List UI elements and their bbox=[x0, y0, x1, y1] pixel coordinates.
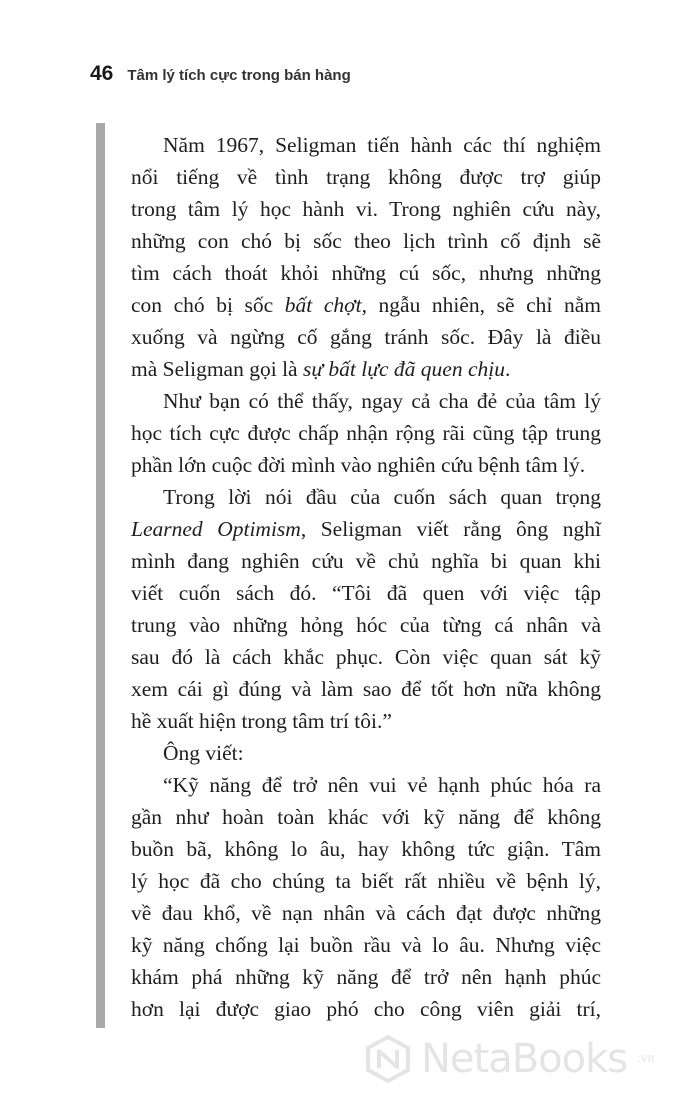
text-run: , Seligman viết rằng ông nghĩ bbox=[300, 517, 601, 541]
text-line: Như bạn có thể thấy, ngay cả cha đẻ của tâm lý bbox=[163, 389, 601, 413]
body-text bbox=[131, 129, 601, 1025]
text-line: về đau khổ, về nạn nhân và cách đạt được những bbox=[131, 901, 601, 925]
paragraph-3 bbox=[131, 481, 601, 737]
text-run: con chó bị sốc bbox=[131, 293, 285, 317]
running-title: Tâm lý tích cực trong bán hàng bbox=[127, 67, 351, 84]
italic-phrase: sự bất lực đã quen chịu bbox=[302, 357, 505, 381]
text-line: Ông viết: bbox=[163, 741, 244, 765]
paragraph-4 bbox=[131, 737, 601, 769]
paragraph-5 bbox=[131, 769, 601, 1025]
text-line: trung vào những hỏng hóc của từng cá nhân và bbox=[131, 613, 601, 637]
text-line: Năm 1967, Seligman tiến hành các thí nghiệm bbox=[163, 133, 601, 157]
text-run: , ngẫu nhiên, sẽ chỉ nằm bbox=[361, 293, 601, 317]
text-line: lý học đã cho chúng ta biết rất nhiều về bệnh lý, bbox=[131, 869, 601, 893]
text-line: sau đó là cách khắc phục. Còn việc quan sát kỹ bbox=[131, 645, 601, 669]
italic-book-title: Learned Optimism bbox=[131, 517, 301, 541]
italic-phrase: bất chợt bbox=[284, 293, 362, 317]
watermark-text: NetaBooks bbox=[421, 1036, 628, 1082]
text-line bbox=[131, 513, 601, 545]
text-line: những con chó bị sốc theo lịch trình cố định sẽ bbox=[131, 229, 601, 253]
text-line: mình đang nghiên cứu về chủ nghĩa bi quan khi bbox=[131, 549, 601, 573]
paragraph-2 bbox=[131, 385, 601, 481]
text-line bbox=[131, 289, 601, 321]
text-line: Trong lời nói đầu của cuốn sách quan trọng bbox=[163, 485, 601, 509]
watermark bbox=[363, 1034, 655, 1084]
text-line: hề xuất hiện trong tâm trí tôi.” bbox=[131, 709, 392, 733]
text-run: . bbox=[504, 357, 511, 381]
text-line: khám phá những kỹ năng để trở nên hạnh phúc bbox=[131, 965, 601, 989]
text-line: viết cuốn sách đó. “Tôi đã quen với việc tập bbox=[131, 581, 601, 605]
text-run: mà Seligman gọi là bbox=[131, 357, 303, 381]
netabooks-logo-icon bbox=[363, 1034, 413, 1084]
side-bar bbox=[96, 123, 105, 1028]
page-number: 46 bbox=[90, 62, 114, 85]
watermark-suffix: .vn bbox=[637, 1051, 655, 1066]
text-line: “Kỹ năng để trở nên vui vẻ hạnh phúc hóa ra bbox=[163, 773, 601, 797]
text-line: gần như hoàn toàn khác với kỹ năng để không bbox=[131, 805, 601, 829]
text-line: buồn bã, không lo âu, hay không tức giận. Tâm bbox=[131, 837, 601, 861]
text-line: phần lớn cuộc đời mình vào nghiên cứu bệnh tâm lý. bbox=[131, 453, 586, 477]
text-line: xuống và ngừng cố gắng tránh sốc. Đây là điều bbox=[131, 325, 601, 349]
page-header bbox=[90, 62, 351, 86]
paragraph-1 bbox=[131, 129, 601, 385]
text-line: xem cái gì đúng và làm sao để tốt hơn nữa không bbox=[131, 677, 601, 701]
text-line: tìm cách thoát khỏi những cú sốc, nhưng những bbox=[131, 261, 601, 285]
text-line: nổi tiếng về tình trạng không được trợ giúp bbox=[131, 165, 601, 189]
text-line bbox=[131, 353, 601, 385]
text-line: hơn lại được giao phó cho công viên giải trí, bbox=[131, 997, 601, 1021]
text-line: học tích cực được chấp nhận rộng rãi cũng tập trung bbox=[131, 421, 601, 445]
text-line: trong tâm lý học hành vi. Trong nghiên cứu này, bbox=[131, 197, 601, 221]
text-line: kỹ năng chống lại buồn rầu và lo âu. Nhưng việc bbox=[131, 933, 601, 957]
